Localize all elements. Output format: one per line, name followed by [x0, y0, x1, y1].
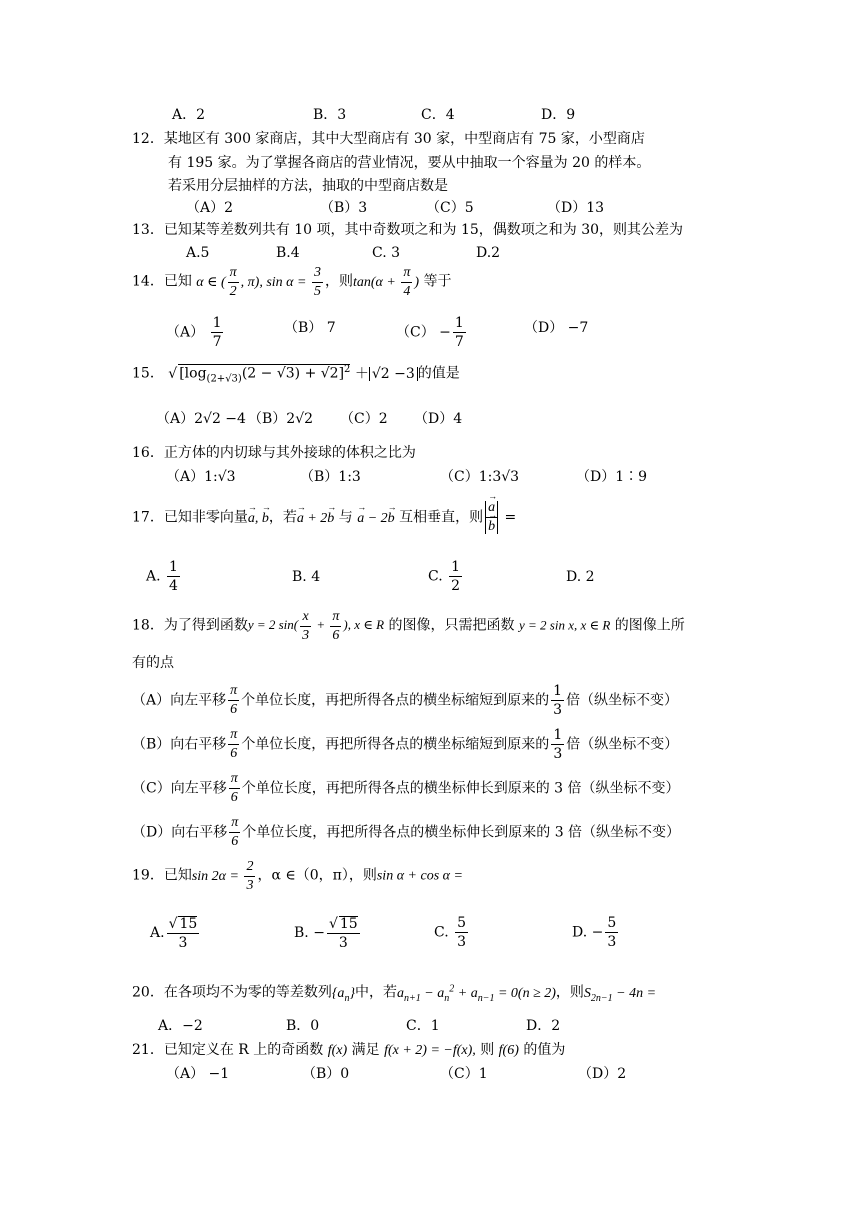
- q14-expression: tan(α + $\frac{\pi}{4}$ ): [352, 265, 420, 299]
- q16-option-d: （D）1∶9: [576, 469, 648, 485]
- q19-connector: ，α ∈（0，π），则: [257, 867, 377, 884]
- q18-option-a: （A）向左平移 $\frac{\pi}{6}$ 个单位长度，再把所得各点的横坐标缩短到原来的 $\frac{1}{3}$ 倍（纵坐标不变）: [132, 683, 679, 718]
- q19-prefix: 19．已知: [132, 867, 192, 884]
- q11-option-d: D．9: [541, 107, 576, 123]
- q12-stem-line2: 有 195 家。为了掌握各商店的营业情况，要从中抽取一个容量为 20 的样本。: [168, 155, 651, 171]
- q17-prefix: 17．已知非零向量: [132, 509, 248, 526]
- q12-option-b: （B）3: [320, 200, 368, 216]
- q13-option-d: D.2: [476, 245, 501, 261]
- q11-option-a: A．2: [172, 107, 206, 123]
- q21-connector: 满足: [351, 1042, 380, 1058]
- q20-prefix: 20．在各项均不为零的等差数列: [132, 984, 332, 1001]
- q20-option-d: D．2: [526, 1018, 561, 1034]
- q16-option-a: （A）1:√3: [166, 469, 236, 485]
- q17-connector-3: 互相垂直，则: [399, 509, 484, 526]
- q15-option-d: （D）4: [414, 411, 463, 427]
- q20-option-a: A．−2: [158, 1018, 203, 1034]
- q14-condition: α ∈ ( $\frac{\pi}{2}$ , π), sin α = $\frac{3}{5}$: [196, 265, 321, 299]
- q17-stem: 17．已知非零向量→ a, → b，若→ a + 2→ b 与 → a − 2→ b 互相垂直，则 → a → b =: [132, 501, 516, 534]
- q17-connector-1: ，若: [268, 509, 297, 526]
- q14-option-a: （A） $\frac{1}{7}$: [166, 315, 222, 350]
- q15-prefix: 15．: [132, 365, 164, 382]
- q16-stem: 16．正方体的内切球与其外接球的体积之比为: [132, 445, 416, 461]
- q21-option-c: （C）1: [440, 1066, 488, 1082]
- q15-option-b: （B）2√2: [248, 411, 314, 427]
- q18-option-b: （B）向右平移 $\frac{\pi}{6}$ 个单位长度，再把所得各点的横坐标缩短到原来的 $\frac{1}{3}$ 倍（纵坐标不变）: [132, 727, 679, 762]
- q11-option-c: C．4: [421, 107, 455, 123]
- q13-option-a: A.5: [186, 245, 210, 261]
- q14-option-b: （B） 7: [284, 320, 336, 336]
- q18-stem-line2: 有的点: [132, 655, 174, 671]
- q12-stem-line3: 若采用分层抽样的方法，抽取的中型商店数是: [168, 178, 448, 194]
- q13-option-c: C. 3: [372, 245, 401, 261]
- q14-tail: 等于: [423, 273, 452, 290]
- q14-prefix: 14．已知: [132, 273, 192, 290]
- q15-stem: [132, 364, 460, 384]
- q14-option-d: （D） −7: [524, 320, 589, 336]
- q18-stem: 18．为了得到函数y = 2 sin( $\frac{x}{3}$ + $\frac{\pi}{6}$ ), x ∈ R 的图像，只需把函数 y = 2 sin x, x ∈ R 的图像上所: [132, 609, 685, 643]
- q14-option-c: （C） − $\frac{1}{7}$: [396, 315, 464, 350]
- q15-option-c: （C）2: [340, 411, 388, 427]
- q17-option-d: D. 2: [566, 569, 595, 585]
- q16-option-c: （C）1:3√3: [440, 469, 520, 485]
- q21-prefix: 21．已知定义在 R 上的奇函数: [132, 1042, 324, 1058]
- q18-prefix: 18．为了得到函数: [132, 617, 248, 634]
- q17-option-b: B. 4: [292, 569, 321, 585]
- q21-option-d: （D）2: [578, 1066, 627, 1082]
- q20-connector-2: ，则: [555, 984, 584, 1001]
- q20-stem: 20．在各项均不为零的等差数列$\{a_n\}$中，若$a_{n+1} - a_n^2 + a_{n-1} = 0(n \ge 2)$，则$S_{2n-1} - 4n$ =: [132, 983, 657, 1004]
- q17-option-a: A. $\frac{1}{4}$: [146, 559, 178, 594]
- q18-option-c: （C）向左平移 $\frac{\pi}{6}$ 个单位长度，再把所得各点的横坐标伸长到原来的 3 倍（纵坐标不变）: [132, 771, 680, 805]
- q12-option-c: （C）5: [426, 200, 474, 216]
- q14-stem: [132, 266, 451, 299]
- q20-option-c: C．1: [406, 1018, 440, 1034]
- q19-option-c: C. $\frac{5}{3}$: [434, 915, 467, 950]
- q18-option-d: （D）向右平移 $\frac{\pi}{6}$ 个单位长度，再把所得各点的横坐标伸长到原来的 3 倍（纵坐标不变）: [132, 815, 681, 849]
- q21-option-a: （A） −1: [166, 1066, 230, 1082]
- q19-option-b: B. − $\frac{√ 15}{3}$: [294, 916, 358, 951]
- q14-connector: ，则: [324, 273, 353, 290]
- q21-option-b: （B）0: [302, 1066, 350, 1082]
- q21-tail: 的值为: [523, 1042, 566, 1058]
- q12-option-d: （D）13: [547, 200, 605, 216]
- q15-tail: 的值是: [417, 365, 460, 382]
- q13-option-b: B.4: [276, 245, 300, 261]
- q20-option-b: B．0: [286, 1018, 320, 1034]
- q15-expression: √ $[\log_{(2+√3)}(2 - √3) + √2]^2 + √2 -3$: [168, 366, 418, 382]
- q18-tail: 的图像上所: [614, 617, 685, 634]
- q18-connector: 的图像，只需把函数: [388, 617, 515, 634]
- q21-connector-2: 则: [480, 1042, 495, 1058]
- q21-stem: 21．已知定义在 R 上的奇函数 f(x) 满足 f(x + 2) = −f(x), 则 f(6) 的值为: [132, 1042, 566, 1058]
- q19-stem: 19．已知sin 2α = $\frac{2}{3}$ ，α ∈（0，π），则sin α + cos α =: [132, 859, 463, 893]
- q19-option-d: D. − $\frac{5}{3}$: [572, 915, 617, 950]
- q19-option-a: A. $\frac{√ 15}{3}$: [150, 916, 198, 951]
- q17-connector-2: 与: [338, 509, 353, 526]
- q17-option-c: C. $\frac{1}{2}$: [428, 559, 461, 594]
- q12-stem-line1: 12．某地区有 300 家商店，其中大型商店有 30 家，中型商店有 75 家，小型商店: [132, 131, 645, 147]
- q11-option-b: B．3: [313, 107, 347, 123]
- q16-option-b: （B）1:3: [300, 469, 361, 485]
- q15-option-a: （A）2√2 −4: [156, 411, 246, 427]
- q12-option-a: （A）2: [186, 200, 234, 216]
- q13-stem: 13．已知某等差数列共有 10 项，其中奇数项之和为 15，偶数项之和为 30，则其公差为: [132, 222, 684, 238]
- q20-connector: 中，若: [355, 984, 398, 1001]
